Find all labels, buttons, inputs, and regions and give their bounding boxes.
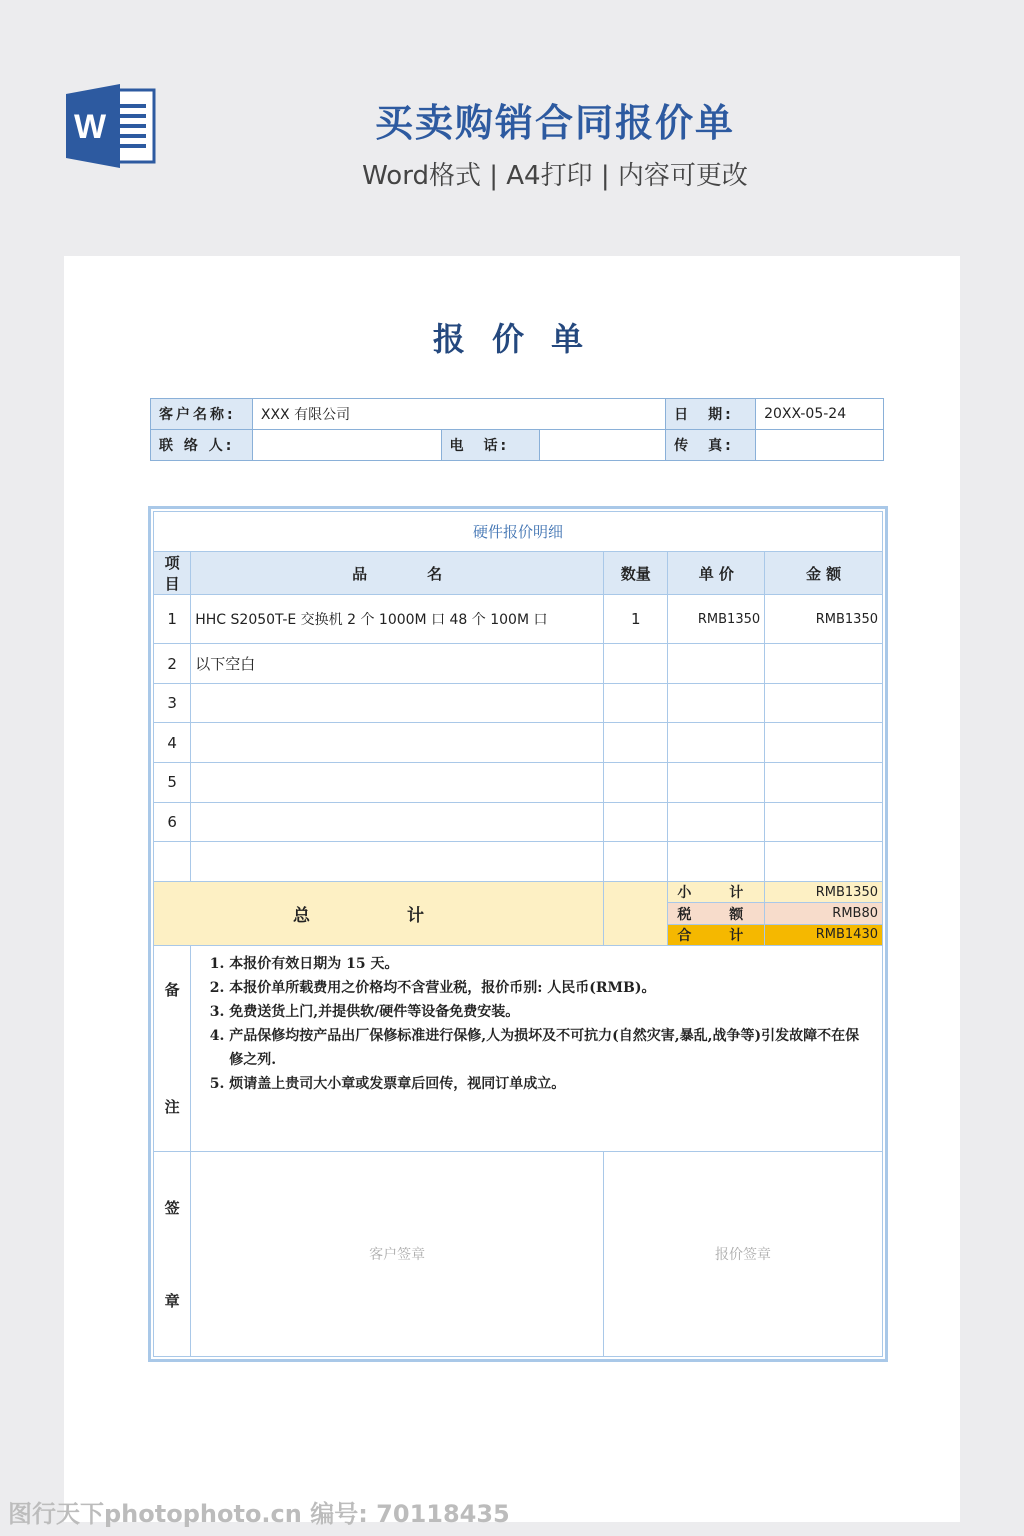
total-qty-cell (604, 882, 668, 946)
notes-label-bottom: 注 (164, 1098, 180, 1117)
item-name[interactable] (191, 723, 604, 763)
column-header: 数量 (604, 551, 668, 595)
column-header: 金 额 (765, 551, 883, 595)
table-row (154, 723, 883, 763)
notes-content (191, 946, 883, 1151)
date-label: 日 期: (666, 399, 756, 430)
item-price[interactable] (668, 802, 765, 842)
item-amount[interactable] (765, 763, 883, 803)
signature-label-top: 签 (164, 1198, 180, 1217)
section-title: 硬件报价明细 (154, 512, 883, 552)
item-name[interactable]: HHC S2050T-E 交换机 2 个 1000M 口 48 个 100M 口 (191, 595, 604, 644)
customer-info-table (150, 398, 884, 461)
notes-label (154, 946, 191, 1151)
item-no: 5 (154, 763, 191, 803)
note-item: 2. 本报价单所载费用之价格均不含营业税，报价币别: 人民币(RMB)。 (229, 976, 872, 1000)
page-title: 买卖购销合同报价单 (374, 101, 735, 145)
date-value[interactable]: 20XX-05-24 (756, 399, 884, 430)
fax-value[interactable] (756, 430, 884, 461)
customer-signature-box[interactable] (191, 1151, 604, 1356)
grand-total-label: 合 计 (668, 924, 765, 945)
item-amount[interactable] (765, 683, 883, 723)
contact-label: 联 络 人: (151, 430, 253, 461)
page-subtitle: Word格式 | A4打印 | 内容可更改 (362, 161, 748, 191)
phone-value[interactable] (540, 430, 666, 461)
watermark: 图行天下photophoto.cn 编号: 70118435 (8, 1500, 510, 1528)
document-title: 报 价 单 (432, 320, 592, 358)
customer-signature-placeholder: 客户签章 (369, 1246, 426, 1263)
item-no: 3 (154, 683, 191, 723)
subtotal-label: 小 计 (668, 882, 765, 903)
item-name[interactable] (191, 802, 604, 842)
customer-name-value[interactable]: XXX 有限公司 (252, 399, 665, 430)
item-price[interactable] (668, 683, 765, 723)
notes-row (154, 946, 883, 1151)
tax-label: 税 额 (668, 903, 765, 924)
item-no: 6 (154, 802, 191, 842)
table-row (154, 644, 883, 684)
customer-name-label: 客户名称: (151, 399, 253, 430)
item-name[interactable] (191, 763, 604, 803)
table-row (154, 802, 883, 842)
grand-total-value[interactable]: RMB1430 (765, 924, 883, 945)
phone-label: 电 话: (441, 430, 540, 461)
column-header: 品 名 (191, 551, 604, 595)
item-qty[interactable] (604, 683, 668, 723)
item-price[interactable] (668, 644, 765, 684)
quote-detail-table (153, 511, 883, 1357)
svg-text:W: W (73, 108, 107, 146)
item-amount[interactable] (765, 723, 883, 763)
column-header: 项目 (154, 551, 191, 595)
subtotal-value[interactable]: RMB1350 (765, 882, 883, 903)
item-amount[interactable] (765, 842, 883, 882)
item-amount[interactable] (765, 802, 883, 842)
fax-label: 传 真: (666, 430, 756, 461)
contact-value[interactable] (252, 430, 441, 461)
item-qty[interactable] (604, 802, 668, 842)
signature-label (154, 1151, 191, 1356)
item-amount[interactable]: RMB1350 (765, 595, 883, 644)
item-no: 1 (154, 595, 191, 644)
quote-signature-placeholder: 报价签章 (715, 1246, 772, 1263)
item-qty[interactable] (604, 842, 668, 882)
table-row (154, 842, 883, 882)
total-label: 总 计 (154, 882, 604, 946)
document-page (64, 256, 960, 1522)
item-name[interactable]: 以下空白 (191, 644, 604, 684)
tax-value[interactable]: RMB80 (765, 903, 883, 924)
column-header: 单 价 (668, 551, 765, 595)
item-no: 2 (154, 644, 191, 684)
item-price[interactable] (668, 842, 765, 882)
notes-list (201, 952, 872, 1096)
subtotal-row (154, 882, 883, 903)
signature-label-bottom: 章 (164, 1291, 180, 1310)
quote-signature-box[interactable] (604, 1151, 883, 1356)
quote-detail-frame (148, 506, 888, 1362)
note-item: 3. 免费送货上门,并提供软/硬件等设备免费安装。 (229, 1000, 872, 1024)
table-row (154, 763, 883, 803)
item-qty[interactable]: 1 (604, 595, 668, 644)
note-item: 4. 产品保修均按产品出厂保修标准进行保修,人为损坏及不可抗力(自然灾害,暴乱,战争等)引发故障不在保修之列. (229, 1024, 872, 1072)
item-amount[interactable] (765, 644, 883, 684)
item-qty[interactable] (604, 723, 668, 763)
item-qty[interactable] (604, 763, 668, 803)
item-price[interactable] (668, 763, 765, 803)
notes-label-top: 备 (164, 981, 180, 1000)
item-price[interactable] (668, 723, 765, 763)
word-icon (66, 82, 156, 170)
note-item: 1. 本报价有效日期为 15 天。 (229, 952, 872, 976)
signature-row (154, 1151, 883, 1356)
item-name[interactable] (191, 842, 604, 882)
table-row (154, 683, 883, 723)
table-row (154, 595, 883, 644)
note-item: 5. 烦请盖上贵司大小章或发票章后回传，视同订单成立。 (229, 1072, 872, 1096)
item-no: 4 (154, 723, 191, 763)
item-name[interactable] (191, 683, 604, 723)
item-qty[interactable] (604, 644, 668, 684)
item-price[interactable]: RMB1350 (668, 595, 765, 644)
item-no (154, 842, 191, 882)
column-header-row (154, 551, 883, 595)
